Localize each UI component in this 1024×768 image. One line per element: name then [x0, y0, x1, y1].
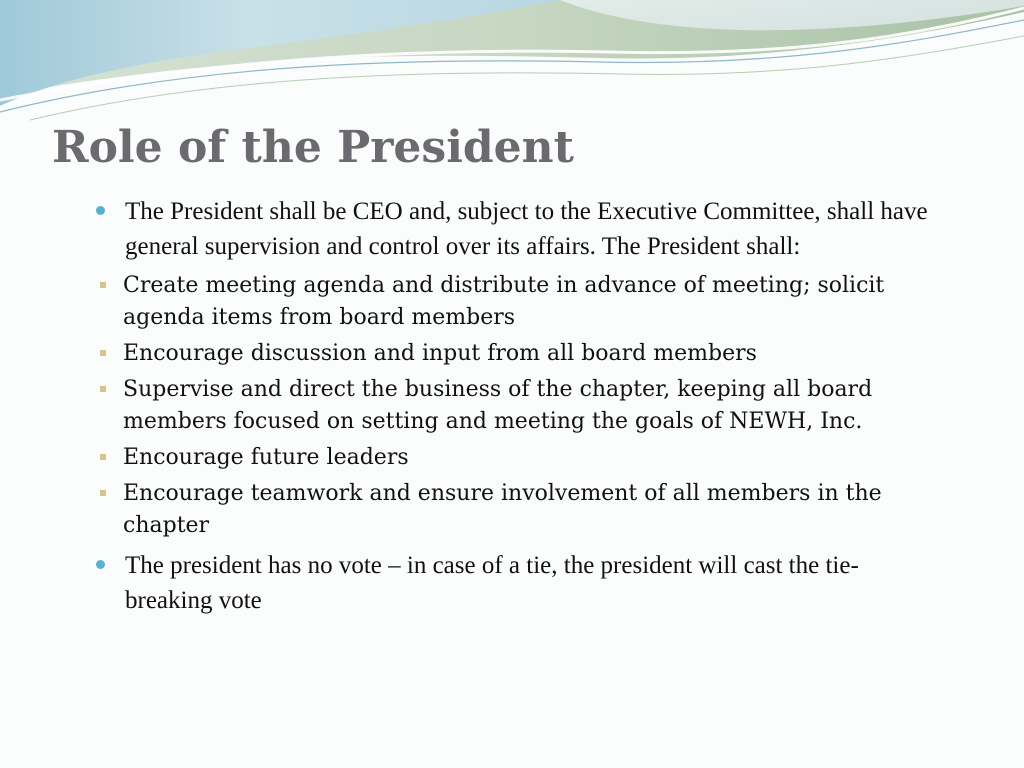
- bullet-list: [92, 194, 932, 618]
- sub-bullet-item: [92, 442, 932, 474]
- sub-bullet-text: Encourage future leaders: [123, 445, 409, 470]
- sub-bullet-item: [92, 374, 932, 438]
- bullet-text: The President shall be CEO and, subject to the Executive Committee, shall have general supervision and control over its affairs. The President shall:: [125, 198, 928, 260]
- bullet-item: [92, 548, 932, 618]
- sub-bullet-item: [92, 338, 932, 370]
- square-bullet-icon: [100, 386, 106, 392]
- header-wave-decoration: [0, 0, 1024, 130]
- square-bullet-icon: [100, 490, 106, 496]
- square-bullet-icon: [100, 454, 106, 460]
- square-bullet-icon: [100, 282, 106, 288]
- sub-bullet-text: Encourage discussion and input from all board members: [123, 341, 757, 366]
- sub-bullet-item: [92, 478, 932, 542]
- sub-bullet-list: [92, 270, 932, 542]
- sub-bullet-item: [92, 270, 932, 334]
- sub-bullet-text: Create meeting agenda and distribute in advance of meeting; solicit agenda items from board members: [123, 273, 885, 330]
- sub-bullet-text: Supervise and direct the business of the chapter, keeping all board members focused on setting and meeting the goals of NEWH, Inc.: [123, 377, 873, 434]
- sub-bullet-text: Encourage teamwork and ensure involvement of all members in the chapter: [123, 481, 882, 538]
- bullet-dot-icon: [96, 560, 105, 569]
- bullet-text: The president has no vote – in case of a tie, the president will cast the tie-breaking vote: [125, 552, 859, 614]
- bullet-item: [92, 194, 932, 264]
- square-bullet-icon: [100, 350, 106, 356]
- bullet-dot-icon: [96, 206, 105, 215]
- slide-title: Role of the President: [52, 122, 574, 173]
